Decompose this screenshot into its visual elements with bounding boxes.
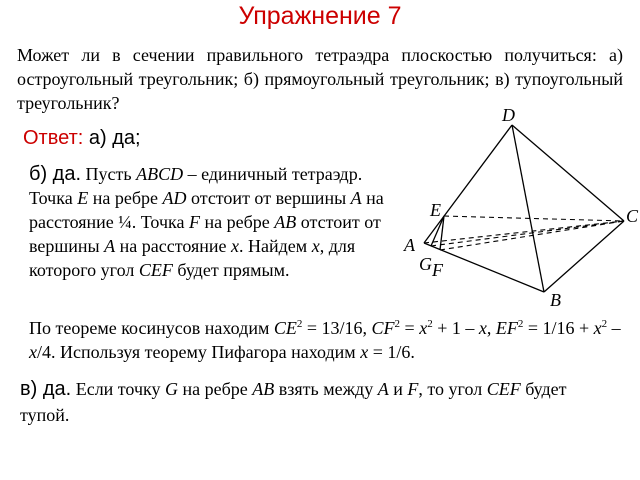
- answer-label: Ответ:: [23, 127, 84, 149]
- answer-c-paragraph: в) да. Если точку G на ребре AB взять между A и F, то угол CEF будет тупой.: [20, 378, 567, 425]
- label-C: C: [626, 206, 639, 226]
- label-F: F: [432, 260, 443, 280]
- answer-a-text: а) да;: [88, 127, 141, 149]
- page-title: Упражнение 7: [238, 2, 402, 30]
- cosine-paragraph: По теореме косинусов находим $CE^2 = 13/16$, $CF^2 = x^2 + 1 - x$, $EF^2 = 1/16 + x^2 - x/4$. Используя теорему Пифагора находим x = 1/6.: [29, 318, 621, 362]
- edge-EG: [431, 216, 444, 246]
- edge-AB: [424, 243, 544, 292]
- segment-EC: [444, 216, 624, 221]
- answer-b-head: б) да.: [29, 163, 82, 185]
- edge-AC-hidden: [424, 221, 624, 243]
- answer-a: [23, 127, 141, 150]
- edge-EF: [440, 216, 444, 250]
- label-D: D: [502, 105, 515, 125]
- edge-BC: [544, 221, 624, 292]
- answer-b-paragraph: б) да. Пусть ABCD – единичный тетраэдр. Точка E на ребре AD отстоит от вершины A на расстояние ¼. Точка F на ребре AB отстоит от вершины A на расстояние x. Найдем x, для которого угол CEF будет прямым.: [29, 163, 384, 280]
- edge-DB: [512, 125, 544, 292]
- edge-DC: [512, 125, 624, 221]
- label-B: B: [550, 290, 561, 310]
- segment-GC: [431, 221, 624, 246]
- question-text: Может ли в сечении правильного тетраэдра плоскостью получиться: а) остроугольный треугольник; б) прямоугольный треугольник; в) тупоугольный треугольник?: [17, 45, 623, 113]
- label-E: E: [430, 200, 441, 220]
- answer-c-head: в) да.: [20, 378, 72, 400]
- label-G: G: [419, 254, 432, 274]
- edge-DA: [424, 125, 512, 243]
- label-A: A: [404, 235, 415, 255]
- segment-FC: [440, 221, 624, 250]
